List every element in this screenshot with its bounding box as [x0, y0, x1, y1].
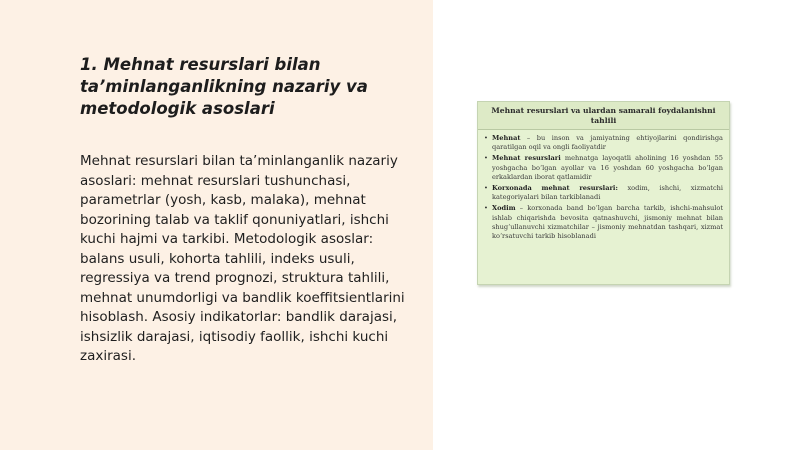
list-item	[484, 184, 723, 202]
figure-definition: – korxonada band bo‘lgan barcha tarkib, ishchi-mahsulot ishlab chiqarishda bevosita qatnashuvchi, jismoniy mehnat bilan shug‘ullanuvchi xizmatchilar – jismoniy mehnatdan tashqari, xizmat ko‘rsatuvchi tarkib hisoblanadi	[492, 204, 723, 241]
figure-list	[478, 130, 729, 241]
slide-body-text: Mehnat resurslari bilan ta’minlanganlik nazariy asoslari: mehnat resurslari tushunchasi, parametrlar (yosh, kasb, malaka), mehnat bozorining talab va taklif qonuniyatlari, ishchi kuchi hajmi va tarkibi. Metodologik asoslar: balans usuli, kohorta tahlili, indeks usuli, regressiya va trend prognozi, struktura tahlili, mehnat unumdorligi va bandlik koeffitsientlarini hisoblash. Asosiy indikatorlar: bandlik darajasi, ishsizlik darajasi, iqtisodiy faollik, ishchi kuchi zaxirasi.	[80, 153, 405, 364]
list-item	[484, 204, 723, 241]
list-item	[484, 154, 723, 182]
figure-definition: – bu inson va jamiyatning ehtiyojlarini qondirishga qaratilgan oqil va ongli faoliyatdir	[492, 134, 723, 152]
list-item	[484, 134, 723, 152]
slide-title: 1. Mehnat resurslari bilan ta’minlanganlikning nazariy va metodologik asoslari	[80, 55, 368, 118]
figure-term: Xodim	[492, 204, 516, 213]
figure-term: Korxonada mehnat resurslari:	[492, 184, 618, 193]
figure-definition: mehnatga layoqatli aholining 16 yoshdan 55 yoshgacha bo‘lgan ayollar va 16 yoshdan 60 yoshgacha bo‘lgan erkaklardan iborat qatlamidir	[492, 154, 723, 181]
figure-term: Mehnat resurslari	[492, 154, 561, 163]
figure-term: Mehnat	[492, 134, 521, 142]
figure-title: Mehnat resurslari va ulardan samarali foydalanishni tahlili	[478, 102, 729, 130]
figure-image	[477, 101, 730, 285]
figure-definition: xodim, ishchi, xizmatchi kategoriyalari bilan tarkiblanadi	[492, 184, 723, 202]
